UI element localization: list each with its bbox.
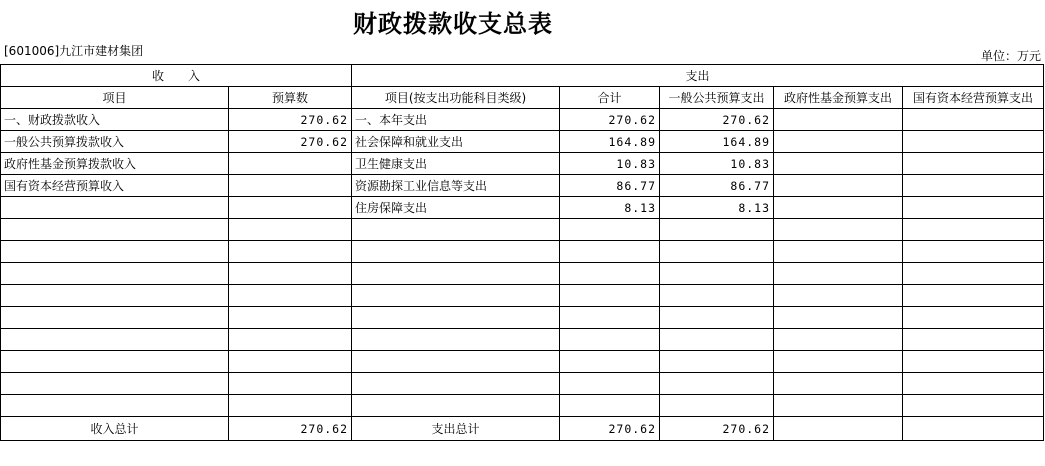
expense-total-cell [560, 351, 660, 373]
column-header-row [1, 87, 1044, 109]
group-header-row [1, 65, 1044, 87]
expense-item-cell [352, 285, 560, 307]
income-item-cell [1, 219, 229, 241]
expense-item-cell [352, 373, 560, 395]
income-item-cell [1, 351, 229, 373]
income-budget-cell [229, 307, 352, 329]
fund-budget-cell [774, 175, 903, 197]
expense-total-cell [560, 219, 660, 241]
table-row [1, 153, 1044, 175]
fund-budget-cell [774, 395, 903, 417]
income-budget-cell [229, 175, 352, 197]
income-budget-cell [229, 351, 352, 373]
income-total-label: 收入总计 [1, 417, 229, 441]
expense-item-cell: 资源勘探工业信息等支出 [352, 175, 560, 197]
general-budget-cell [660, 307, 774, 329]
fund-budget-cell [774, 109, 903, 131]
fund-budget-header: 政府性基金预算支出 [774, 87, 903, 109]
expense-total-cell [560, 241, 660, 263]
income-total-value: 270.62 [229, 417, 352, 441]
table-row [1, 285, 1044, 307]
state-capital-cell [903, 373, 1044, 395]
general-budget-cell [660, 351, 774, 373]
fund-total-value [774, 417, 903, 441]
table-row [1, 219, 1044, 241]
expense-item-cell [352, 351, 560, 373]
fund-budget-cell [774, 197, 903, 219]
report-title: 财政拨款收支总表 [353, 9, 553, 38]
expense-total-cell: 164.89 [560, 131, 660, 153]
fund-budget-cell [774, 373, 903, 395]
general-budget-cell: 164.89 [660, 131, 774, 153]
table-row [1, 197, 1044, 219]
general-budget-cell: 270.62 [660, 109, 774, 131]
table-row [1, 329, 1044, 351]
income-budget-cell [229, 263, 352, 285]
expense-total-cell [560, 285, 660, 307]
budget-header: 预算数 [229, 87, 352, 109]
income-budget-cell: 270.62 [229, 109, 352, 131]
general-budget-cell [660, 285, 774, 307]
expense-total-label: 支出总计 [352, 417, 560, 441]
general-budget-cell [660, 395, 774, 417]
fund-budget-cell [774, 351, 903, 373]
general-budget-cell: 10.83 [660, 153, 774, 175]
expense-item-cell [352, 263, 560, 285]
expense-item-cell [352, 395, 560, 417]
fund-budget-cell [774, 263, 903, 285]
table-row [1, 263, 1044, 285]
general-budget-cell [660, 219, 774, 241]
table-row [1, 241, 1044, 263]
state-capital-cell [903, 263, 1044, 285]
state-capital-cell [903, 219, 1044, 241]
state-capital-cell [903, 175, 1044, 197]
table-row [1, 131, 1044, 153]
state-capital-cell [903, 131, 1044, 153]
income-budget-cell [229, 329, 352, 351]
general-budget-cell: 8.13 [660, 197, 774, 219]
income-item-cell: 一、财政拨款收入 [1, 109, 229, 131]
income-item-cell: 政府性基金预算拨款收入 [1, 153, 229, 175]
expense-item-header: 项目(按支出功能科目类级) [352, 87, 560, 109]
state-total-value [903, 417, 1044, 441]
income-budget-cell [229, 285, 352, 307]
income-budget-cell: 270.62 [229, 131, 352, 153]
state-capital-cell [903, 351, 1044, 373]
totals-row [1, 417, 1044, 441]
expense-total-cell [560, 263, 660, 285]
expense-total-cell [560, 395, 660, 417]
general-budget-cell [660, 241, 774, 263]
fund-budget-cell [774, 329, 903, 351]
fund-budget-cell [774, 153, 903, 175]
expense-item-cell: 社会保障和就业支出 [352, 131, 560, 153]
expense-item-cell: 卫生健康支出 [352, 153, 560, 175]
income-item-cell: 国有资本经营预算收入 [1, 175, 229, 197]
income-item-cell [1, 263, 229, 285]
expense-total-cell [560, 307, 660, 329]
general-budget-cell [660, 373, 774, 395]
income-item-cell [1, 241, 229, 263]
organization-label: [601006]九江市建材集团 [4, 44, 144, 58]
income-item-cell [1, 307, 229, 329]
general-budget-cell: 86.77 [660, 175, 774, 197]
income-budget-cell [229, 153, 352, 175]
income-item-cell [1, 197, 229, 219]
income-item-cell [1, 329, 229, 351]
state-capital-cell [903, 153, 1044, 175]
general-total-value: 270.62 [660, 417, 774, 441]
table-row [1, 307, 1044, 329]
state-capital-cell [903, 241, 1044, 263]
income-item-cell [1, 395, 229, 417]
income-budget-cell [229, 373, 352, 395]
state-capital-cell [903, 395, 1044, 417]
expense-total-cell: 10.83 [560, 153, 660, 175]
income-item-cell [1, 285, 229, 307]
income-budget-cell [229, 197, 352, 219]
fund-budget-cell [774, 307, 903, 329]
state-capital-cell [903, 285, 1044, 307]
income-item-cell: 一般公共预算拨款收入 [1, 131, 229, 153]
budget-summary-table [0, 64, 1044, 441]
income-budget-cell [229, 219, 352, 241]
table-row [1, 175, 1044, 197]
table-row [1, 395, 1044, 417]
state-capital-cell [903, 329, 1044, 351]
expense-item-cell: 一、本年支出 [352, 109, 560, 131]
expense-total-cell: 86.77 [560, 175, 660, 197]
expense-item-cell: 住房保障支出 [352, 197, 560, 219]
total-header: 合计 [560, 87, 660, 109]
expense-total-cell: 270.62 [560, 109, 660, 131]
general-budget-header: 一般公共预算支出 [660, 87, 774, 109]
state-capital-header: 国有资本经营预算支出 [903, 87, 1044, 109]
expense-item-cell [352, 329, 560, 351]
income-item-cell [1, 373, 229, 395]
expense-total-cell [560, 329, 660, 351]
expense-total-cell [560, 373, 660, 395]
general-budget-cell [660, 263, 774, 285]
fund-budget-cell [774, 219, 903, 241]
state-capital-cell [903, 109, 1044, 131]
expense-group-header: 支出 [352, 65, 1044, 87]
income-item-header: 项目 [1, 87, 229, 109]
fund-budget-cell [774, 285, 903, 307]
expense-item-cell [352, 307, 560, 329]
expense-item-cell [352, 241, 560, 263]
fund-budget-cell [774, 131, 903, 153]
expense-item-cell [352, 219, 560, 241]
table-row [1, 351, 1044, 373]
general-budget-cell [660, 329, 774, 351]
expense-total-value: 270.62 [560, 417, 660, 441]
unit-label: 单位：万元 [980, 49, 1041, 63]
income-budget-cell [229, 241, 352, 263]
expense-total-cell: 8.13 [560, 197, 660, 219]
table-row [1, 373, 1044, 395]
income-group-header: 收 入 [1, 65, 352, 87]
state-capital-cell [903, 307, 1044, 329]
fund-budget-cell [774, 241, 903, 263]
state-capital-cell [903, 197, 1044, 219]
income-budget-cell [229, 395, 352, 417]
table-row [1, 109, 1044, 131]
